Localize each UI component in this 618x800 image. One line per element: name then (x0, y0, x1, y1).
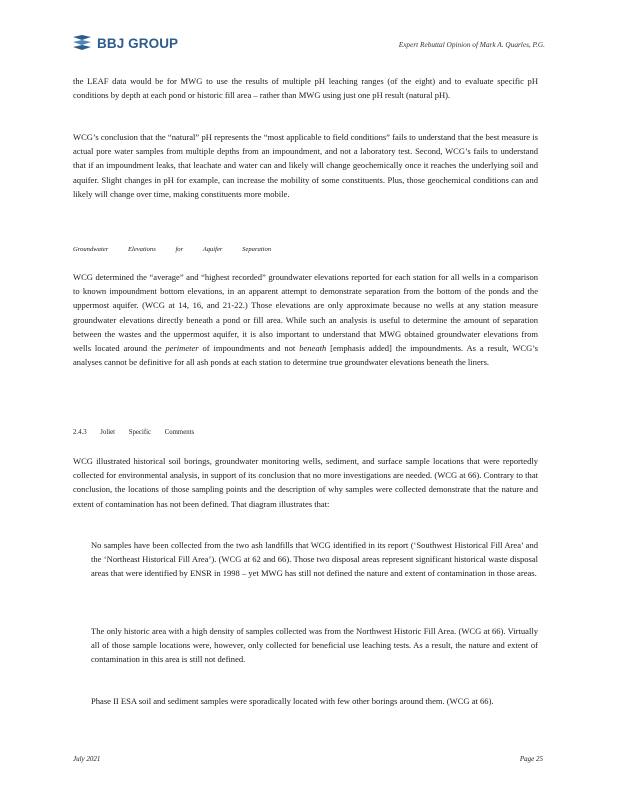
bbj-logo-icon (71, 34, 93, 52)
section-heading-joliet: 2.4.3 Joliet Specific Comments (73, 429, 195, 436)
paragraph-leaf-data: the LEAF data would be for MWG to use the results of multiple pH leaching ranges (of the eight) and to evaluate specific pH conditions by depth at each pond or historic fill area – rather than MWG using just one pH result (natural pH). (73, 76, 538, 101)
paragraph-joliet-samples: WCG illustrated historical soil borings, groundwater monitoring wells, sediment, and surface sample locations that were reportedly collected for environmental analysis, in support of its conclusion that no more investigations are needed. (WCG at 66). Contrary to that conclusion, the locations of those sampling points and the description of why samples were collected demonstrate that the nature and extent of contamination has not been defined. That diagram illustrates that: (73, 456, 538, 509)
bullet-item: Phase II ESA soil and sediment samples were sporadically located with few other borings around them. (WCG at 66). (91, 696, 494, 706)
page-number: Page 25 (519, 755, 543, 763)
footer-date: July 2021 (73, 755, 101, 763)
bullet-item: The only historic area with a high density of samples collected was from the Northwest Historic Fill Area. (WCG at 66). Virtually all of those sample locations were, however, only collected for beneficial use leaching tests. As a result, the nature and extent of contamination in this area is still not defined. (91, 626, 538, 665)
heading-groundwater-elevations: Groundwater Elevations for Aquifer Separation (73, 246, 272, 253)
company-logo (71, 34, 178, 52)
paragraph-groundwater-elevations: WCG determined the “average” and “highest recorded” groundwater elevations reported for each station for all wells in a comparison to known impoundment bottom elevations, in an apparent attempt to demonstrate separation from the bottom of the ponds and the uppermost aquifer. (WCG at 14, 16, and 21-22.) Those elevations are only approximate because no wells at any station measure groundwater elevations directly beneath a pond or fill area. While such an analysis is useful to determine the amount of separation between the wastes and the uppermost aquifer, it is also important to understand that MWG obtained groundwater elevations from wells located around the perimeter of impoundments and not beneath [emphasis added] the impoundments. As a result, WCG’s analyses cannot be definitive for all ash ponds at each station to determine true groundwater elevations beneath the liners. (73, 272, 538, 368)
logo-text: BBJ GROUP (97, 35, 179, 51)
report-title: Expert Rebuttal Opinion of Mark A. Quarles, P.G. (398, 40, 545, 49)
bullet-item: No samples have been collected from the two ash landfills that WCG identified in its report (‘Southwest Historical Fill Area’ and the ‘Northeast Historical Fill Area’). (WCG at 62 and 66). Those two disposal areas represent significant historical waste disposal areas that were identified by ENSR in 1998 – yet MWG has still not defined the nature and extent of contamination in those areas. (91, 540, 538, 579)
paragraph-natural-ph: WCG’s conclusion that the “natural” pH represents the “most applicable to field conditions” fails to understand that the best measure is actual pore water samples from multiple depths from an impoundment, and not a laboratory test. Second, WCG’s fails to understand that if an impoundment leaks, that leachate and water can and likely will change geochemically once it reaches the underlying soil and aquifer. Slight changes in pH for example, can increase the mobility of some constituents. Plus, those geochemical conditions can and likely will change over time, making constituents more mobile. (73, 132, 538, 199)
